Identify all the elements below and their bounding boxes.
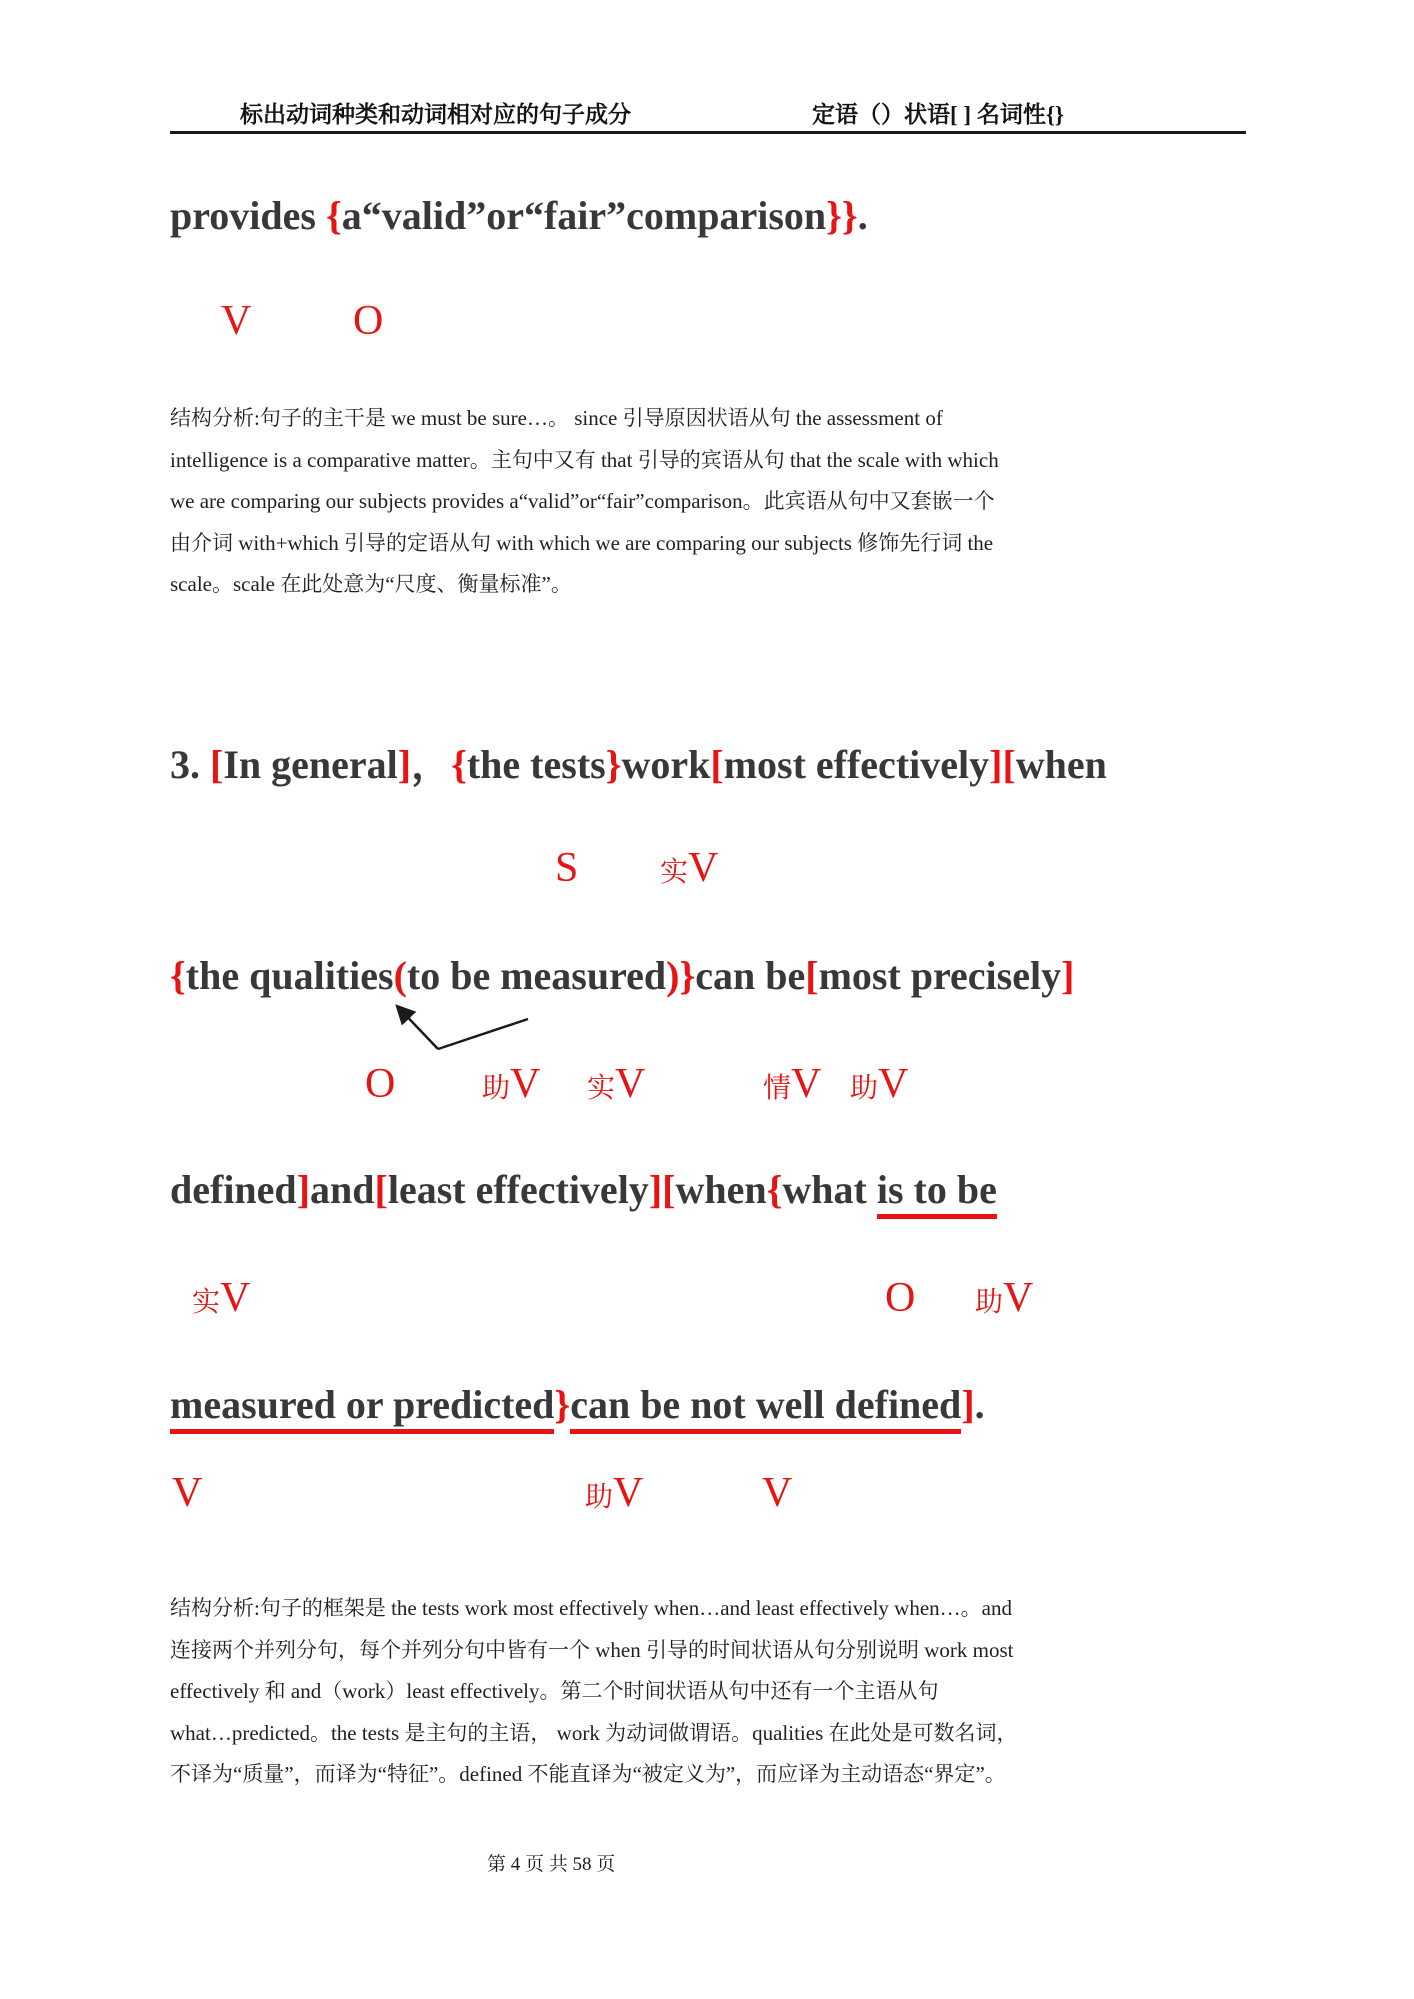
text-segment: least effectively: [387, 1167, 649, 1212]
text-segment: ): [666, 953, 680, 998]
sentence3-line4: [170, 1377, 985, 1433]
analysis-line: 由介词 with+which 引导的定语从句 with which we are comparing our subjects 修饰先行词 the: [170, 530, 994, 555]
text-segment: a“valid”or“fair”comparison: [341, 193, 827, 238]
text-segment: the tests: [466, 742, 606, 787]
text-segment: 3.: [170, 742, 210, 787]
grammar-label: [365, 1058, 395, 1110]
text-segment: [: [710, 742, 724, 787]
sentence3-line3: [170, 1162, 997, 1218]
grammar-label-letter: V: [878, 1061, 909, 1107]
text-segment: is to be: [877, 1167, 997, 1219]
grammar-label-letter: V: [791, 1061, 822, 1107]
text-segment: measured or predicted: [170, 1382, 554, 1434]
grammar-label: [482, 1058, 540, 1115]
grammar-label-letter: V: [172, 1470, 203, 1516]
text-segment: In general: [223, 742, 398, 787]
grammar-label-cn: 助: [975, 1287, 1004, 1318]
grammar-label-letter: V: [613, 1470, 644, 1516]
sentence3-line1: [170, 737, 1107, 793]
labels-row-s-shiv: [170, 842, 1250, 904]
text-segment: }: [554, 1382, 571, 1427]
grammar-label-letter: V: [510, 1061, 541, 1107]
analysis-line: 结构分析:句子的框架是 the tests work most effectively when…and least effectively when…。and: [170, 1596, 1012, 1620]
sentence3-line2: [170, 948, 1074, 1004]
analysis-line: effectively 和 and（work）least effectively。第二个时间状语从句中还有一个主语从句: [170, 1679, 939, 1703]
text-segment: [: [1002, 742, 1016, 787]
grammar-label: [221, 295, 251, 347]
labels-row-shiv-o-zhuv: [170, 1272, 1250, 1334]
grammar-label-letter: V: [220, 1275, 251, 1321]
grammar-label-letter: O: [365, 1061, 396, 1107]
text-segment: (: [393, 953, 407, 998]
labels-row-o-zhuv-shiv-qingv-zhuv: [170, 1058, 1250, 1120]
analysis-line: we are comparing our subjects provides a“valid”or“fair”comparison。此宾语从句中又套嵌一个: [170, 489, 995, 513]
text-segment: [: [210, 742, 224, 787]
grammar-label-letter: V: [688, 845, 719, 891]
grammar-label-cn: 助: [585, 1482, 614, 1513]
grammar-label-letter: O: [353, 298, 384, 344]
analysis-paragraph-sentence3: [170, 1588, 1248, 1796]
grammar-label: [192, 1272, 250, 1329]
grammar-label: [660, 842, 718, 899]
grammar-label: [762, 1467, 792, 1519]
text-segment: }: [605, 742, 622, 787]
text-segment: }}: [826, 193, 858, 238]
grammar-label-letter: V: [615, 1061, 646, 1107]
text-segment: and: [310, 1167, 375, 1212]
grammar-label: [975, 1272, 1033, 1329]
text-segment: most precisely: [818, 953, 1062, 998]
grammar-label: [555, 842, 578, 894]
grammar-label-cn: 助: [850, 1073, 879, 1104]
text-segment: {: [766, 1167, 783, 1212]
analysis-line: what…predicted。the tests 是主句的主语， work 为动词做谓语。qualities 在此处是可数名词，: [170, 1720, 1018, 1745]
grammar-label: [587, 1058, 645, 1115]
text-segment: {: [451, 742, 467, 787]
labels-row-v-zhuv-v: [170, 1467, 1250, 1529]
analysis-line: scale。scale 在此处意为“尺度、衡量标准”。: [170, 572, 572, 596]
text-segment: defined: [170, 1167, 297, 1212]
text-segment: can be: [695, 953, 806, 998]
text-segment: [: [662, 1167, 676, 1212]
header-left-title: 标出动词种类和动词相对应的句子成分: [240, 102, 631, 127]
text-segment: ]: [989, 742, 1003, 787]
grammar-label-letter: V: [762, 1470, 793, 1516]
text-segment: {: [170, 953, 186, 998]
text-segment: provides: [170, 193, 326, 238]
grammar-label: [850, 1058, 908, 1115]
text-segment: when: [675, 1167, 767, 1212]
grammar-label-letter: V: [1003, 1275, 1034, 1321]
header-bracket-legend: 定语（）状语[ ] 名词性{}: [812, 102, 1064, 127]
grammar-label-letter: S: [555, 845, 579, 891]
analysis-line: 结构分析:句子的主干是 we must be sure…。 since 引导原因状语从句 the assessment of: [170, 406, 943, 430]
annotation-arrows: [370, 993, 550, 1059]
text-segment: ]: [1061, 953, 1075, 998]
text-segment: ]: [648, 1167, 663, 1212]
grammar-label-cn: 情: [763, 1073, 792, 1104]
grammar-label-letter: O: [885, 1275, 916, 1321]
grammar-label-cn: 助: [482, 1073, 511, 1104]
text-segment: can be not well defined: [570, 1382, 961, 1434]
analysis-line: 连接两个并列分句，每个并列分句中皆有一个 when 引导的时间状语从句分别说明 work most: [170, 1637, 1014, 1662]
text-segment: ，: [411, 742, 452, 787]
text-segment: [: [374, 1167, 388, 1212]
page-number-footer: 第 4 页 共 58 页: [487, 1854, 616, 1875]
text-segment: the qualities: [185, 953, 394, 998]
text-segment: ]: [397, 742, 412, 787]
analysis-line: intelligence is a comparative matter。主句中又有 that 引导的宾语从句 that the scale with which: [170, 447, 999, 472]
grammar-label-letter: V: [221, 298, 252, 344]
grammar-label-cn: 实: [587, 1073, 616, 1104]
text-segment: to be measured: [406, 953, 667, 998]
labels-row-v-o: [170, 295, 1250, 357]
sentence2-tail-line: [170, 188, 868, 244]
grammar-label-cn: 实: [660, 857, 689, 888]
text-segment: what: [782, 1167, 877, 1212]
header-rule: [170, 131, 1246, 134]
grammar-label: [172, 1467, 202, 1519]
text-segment: {: [325, 193, 342, 238]
text-segment: ]: [961, 1382, 975, 1427]
text-segment: when: [1015, 742, 1107, 787]
grammar-label: [885, 1272, 915, 1324]
grammar-label: [763, 1058, 821, 1115]
text-segment: most effectively: [723, 742, 990, 787]
analysis-paragraph-sentence2: [170, 398, 1248, 606]
text-segment: ]: [296, 1167, 311, 1212]
grammar-label: [585, 1467, 643, 1524]
grammar-label-cn: 实: [192, 1287, 221, 1318]
text-segment: }: [679, 953, 696, 998]
text-segment: work: [621, 742, 711, 787]
text-segment: [: [805, 953, 819, 998]
grammar-label: [353, 295, 383, 347]
text-segment: .: [974, 1382, 985, 1427]
analysis-line: 不译为“质量”，而译为“特征”。defined 不能直译为“被定义为”，而应译为主动语态“界定”。: [170, 1762, 1006, 1786]
text-segment: .: [857, 193, 868, 238]
